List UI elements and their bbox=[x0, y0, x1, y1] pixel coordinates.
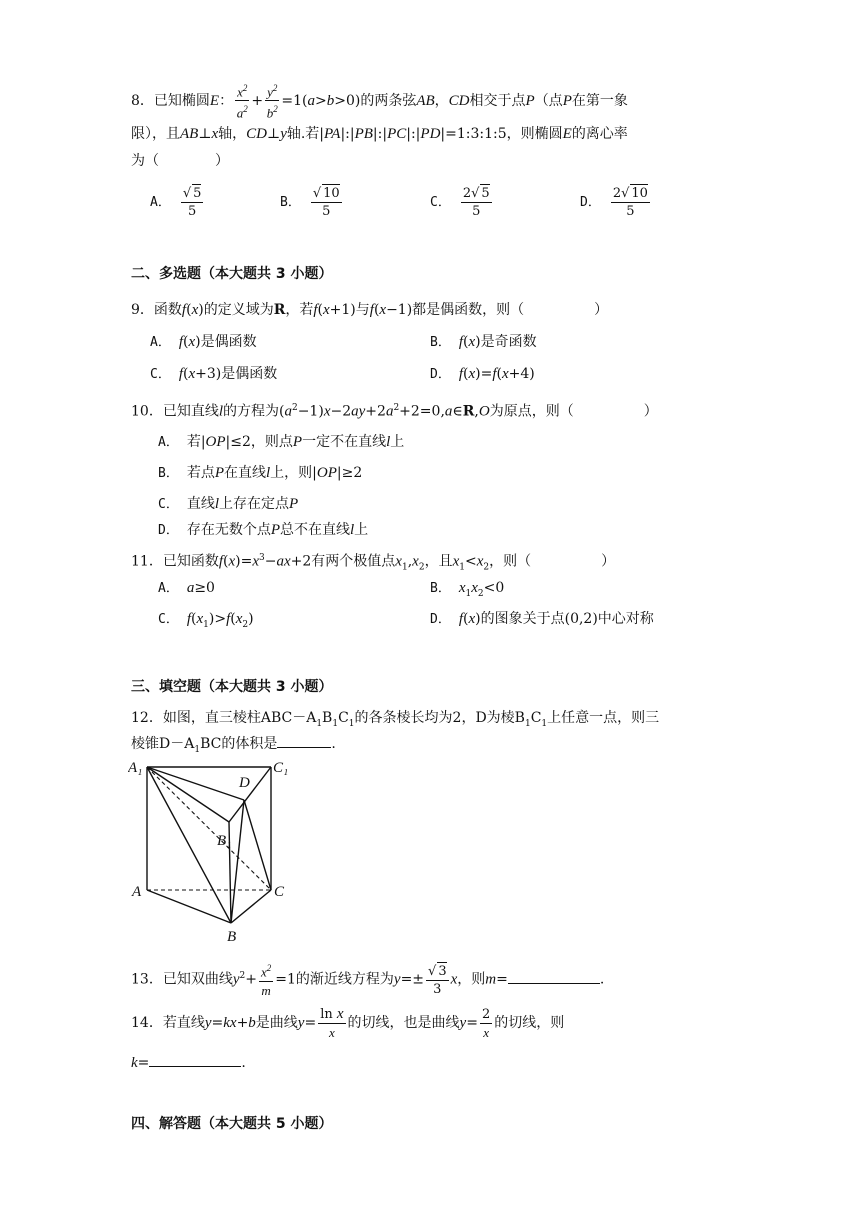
q11-stem: 11．已知函数$f(x)=x^3-ax+2$有两个极值点$x_1,x_2$，且$x_1<x_2$，则（ ） bbox=[131, 553, 616, 573]
q8-option-a: A． $\frac{√ 5}{5}$ bbox=[150, 186, 202, 219]
q12-line2: 棱锥$D-A_1BC$的体积是 . bbox=[131, 736, 336, 755]
q14-line2: k= . bbox=[131, 1055, 246, 1071]
edge-b1-c1 bbox=[229, 767, 271, 822]
q10-option-d: D． 存在无数个点P总不在直线l上 bbox=[158, 522, 369, 538]
section-solution-heading: 四、解答题（本大题共 5 小题） bbox=[131, 1116, 333, 1132]
q9-option-c: C． f(x+3)是偶函数 bbox=[150, 366, 278, 382]
q11-option-c: C． $f(x_1)>f(x_2)$ bbox=[158, 611, 254, 630]
q11-option-a: A． a≥0 bbox=[158, 580, 215, 596]
q11-option-d: D． f(x)的图象关于点(0,2)中心对称 bbox=[430, 611, 654, 627]
q10-option-a: A． 若|OP|≤2，则点P一定不在直线l上 bbox=[158, 434, 405, 450]
q8-option-d: D． $\frac{2√ 10}{5}$ bbox=[580, 186, 648, 219]
label-b: B bbox=[227, 929, 237, 945]
q8-option-c: C． $\frac{2√ 5}{5}$ bbox=[430, 186, 490, 219]
prism-figure bbox=[128, 756, 298, 946]
label-d: D bbox=[239, 775, 250, 791]
q14-line1: 14．若直线y=kx+b是曲线y= $\frac{\text{ln x}}{x}$ 的切线，也是曲线y= $\frac{2}{x}$ 的切线，则 bbox=[131, 1005, 565, 1040]
q13-stem: 13．已知双曲线$y^2+$ $\frac{x^2}{m}$ =1的渐近线方程为y=± $\frac{√ 3}{3}$ x，则m= . bbox=[131, 956, 604, 1000]
q9-option-a: A． f(x)是偶函数 bbox=[150, 334, 257, 350]
q9-option-b: B． f(x)是奇函数 bbox=[430, 334, 537, 350]
edge-b-c bbox=[231, 890, 271, 923]
label-c1: C₁ bbox=[273, 760, 289, 776]
q8-line2: 限），且AB⊥x轴，CD⊥y轴.若|PA|:|PB|:|PC|:|PD|=1:3:1:5，则椭圆E的离心率 bbox=[131, 126, 628, 142]
q8-option-b: B． $\frac{√ 10}{5}$ bbox=[280, 186, 340, 219]
section-multiple-choice-heading: 二、多选题（本大题共 3 小题） bbox=[131, 266, 333, 282]
label-c: C bbox=[274, 884, 285, 900]
label-a1: A₁ bbox=[128, 760, 143, 776]
edge-a1-b1 bbox=[147, 767, 229, 822]
q10-option-c: C． 直线l上存在定点P bbox=[158, 496, 299, 512]
label-b1: B₁ bbox=[217, 833, 232, 849]
edge-a-b bbox=[147, 890, 231, 923]
label-a: A bbox=[132, 884, 142, 900]
q12-line1: 12．如图，直三棱柱$ABC-A_1B_1C_1$的各条棱长均为2，D为棱$B_1C_1$上任意一点，则三 bbox=[131, 710, 660, 729]
q9-option-d: D． f(x)=f(x+4) bbox=[430, 366, 535, 382]
section-fill-in-heading: 三、填空题（本大题共 3 小题） bbox=[131, 679, 333, 695]
q8-line1: 8．已知椭圆E： $\frac{x^2}{a^2}$ + $\frac{y^2}{b^2}$ =1(a>b>0)的两条弦AB，CD相交于点P（点P在第一象 bbox=[131, 80, 628, 122]
q9-stem: 9．函数f(x)的定义域为R，若f(x+1)与f(x−1)都是偶函数，则（ ） bbox=[131, 302, 609, 318]
q11-option-b: B． $x_1x_2<0$ bbox=[430, 580, 505, 599]
q8-line3: 为（ ） bbox=[131, 153, 229, 169]
q10-option-b: B． 若点P在直线l上，则|OP|≥2 bbox=[158, 465, 363, 481]
q10-stem: 10．已知直线l的方程为$(a^2-1)x-2ay+2a^2+2=0,a\in R,O$为原点，则（ ） bbox=[131, 403, 658, 420]
